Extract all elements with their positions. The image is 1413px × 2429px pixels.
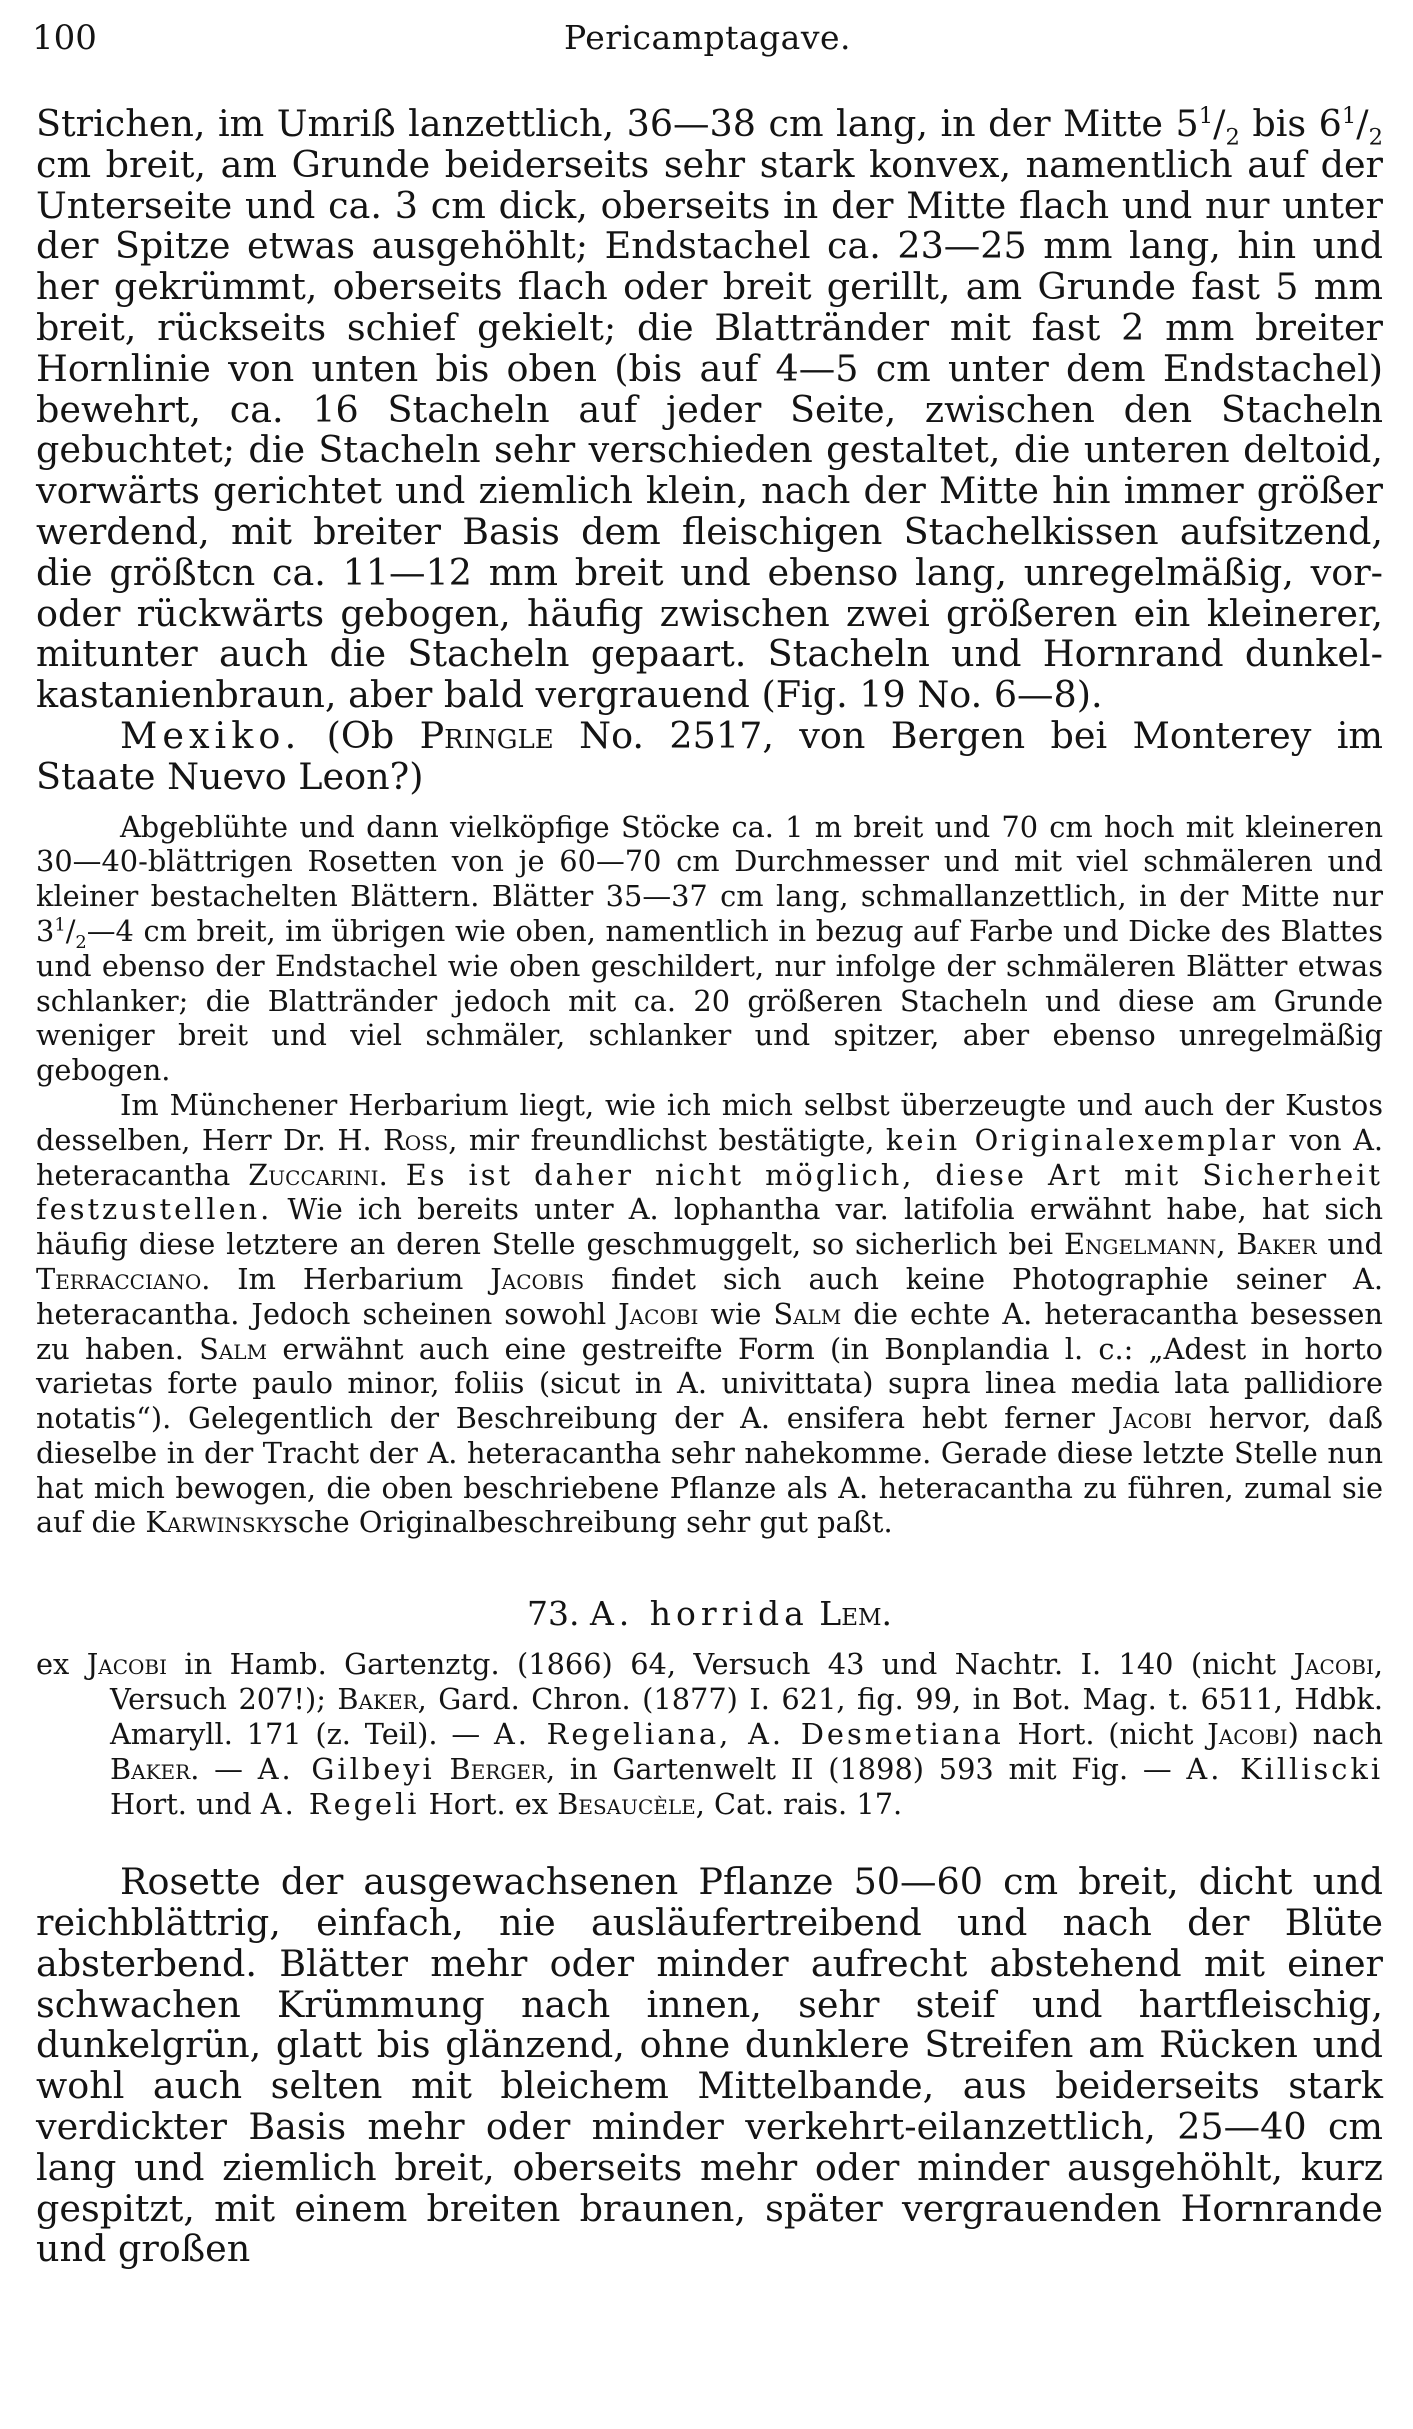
species-name: A. horrida (589, 1594, 809, 1634)
locality-paragraph: Mexiko. (Ob Pringle No. 2517, von Bergen bei Monterey im Staate Nuevo Leon?) (36, 713, 1384, 798)
running-title: Pericamptagave. (563, 18, 852, 57)
description-paragraph: Strichen, im Umriß lanzettlich, 36—38 cm lang, in der Mitte $5^1/_2$ bis $6^1/_2$ cm breit, am Grunde beiderseits sehr stark konvex, namentlich auf der Unterseite und ca. 3 cm dick, oberseits in der Mitte flach und nur unter der Spitze etwas ausgehöhlt; Endstachel ca. 23—25 mm lang, hin und her gekrümmt, oberseits flach oder breit gerillt, am Grunde fast 5 mm breit, rückseits schief gekielt; die Blattränder mit fast 2 mm breiter Hornlinie von unten bis oben (bis auf 4—5 cm unter dem Endstachel) bewehrt, ca. 16 Stacheln auf jeder Seite, zwischen den Stacheln gebuchtet; die Stacheln sehr verschieden gestaltet, die unteren deltoid, vorwärts gerichtet und ziemlich klein, nach der Mitte hin immer größer werdend, mit breiter Basis dem fleischigen Stachelkissen aufsitzend, die größtcn ca. 11—12 mm breit und ebenso lang, unregelmäßig, vor- oder rückwärts gebogen, häufig zwischen zwei größeren ein kleinerer, mitunter auch die Stacheln gepaart. Stacheln und Hornrand dunkel-kastanienbraun, aber bald vergrauend (Fig. 19 No. 6—8). (36, 102, 1384, 717)
rosette-description-paragraph: Rosette der ausgewachsenen Pflanze 50—60 cm breit, dicht und reichblättrig, einfach, nie ausläufertreibend und nach der Blüte absterbend. Blätter mehr oder minder aufrecht abstehend mit einer schwachen Krümmung nach innen, sehr steif und hartfleischig, dunkelgrün, glatt bis glänzend, ohne dunklere Streifen am Rücken und wohl auch selten mit bleichem Mittelbande, aus beiderseits stark verdickter Basis mehr oder minder verkehrt-eilanzettlich, 25—40 cm lang und ziemlich breit, oberseits mehr oder minder ausgehöhlt, kurz gespitzt, mit einem breiten braunen, später vergrauenden Hornrande und großen (36, 1860, 1383, 2271)
locality-country: Mexiko. (120, 713, 302, 757)
species-heading: 73. A. horrida Lem. (526, 1594, 893, 1634)
page-header (32, 18, 1383, 68)
note-paragraph-1: Abgeblühte und dann vielköpfige Stöcke ca. 1 m breit und 70 cm hoch mit kleineren 30—40-blättrigen Rosetten von je 60—70 cm Durchmesser und mit viel schmäleren und kleiner bestachelten Blättern. Blätter 35—37 cm lang, schmallanzettlich, in der Mitte nur $3^1/_2—4$ cm breit, im übrigen wie oben, namentlich in bezug auf Farbe und Dicke des Blattes und ebenso der Endstachel wie oben geschildert, nur infolge der schmäleren Blätter etwas schlanker; die Blattränder jedoch mit ca. 20 größeren Stacheln und diese am Grunde weniger breit und viel schmäler, schlanker und spitzer, aber ebenso unregelmäßig gebogen. (36, 809, 1383, 1088)
page-number: 100 (32, 18, 97, 58)
note-paragraph-2: Im Münchener Herbarium liegt, wie ich mich selbst überzeugte und auch der Kustos desselben, Herr Dr. H. Ross, mir freundlichst bestätigte, kein Originalexemplar von A. heteracantha Zuccarini. Es ist daher nicht möglich, diese Art mit Sicherheit festzustellen. Wie ich bereits unter A. lophantha var. latifolia erwähnt habe, hat sich häufig diese letztere an deren Stelle geschmuggelt, so sicherlich bei Engelmann, Baker und Terracciano. Im Herbarium Jacobis findet sich auch keine Photographie seiner A. heteracantha. Jedoch scheinen sowohl Jacobi wie Salm die echte A. heteracantha besessen zu haben. Salm erwähnt auch eine gestreifte Form (in Bonplandia l. c.: „Adest in horto varietas forte paulo minor, foliis (sicut in A. univittata) supra linea media lata pallidiore notatis“). Gelegentlich der Beschreibung der A. ensifera hebt ferner Jacobi hervor, daß dieselbe in der Tracht der A. heteracantha sehr nahekomme. Gerade diese letzte Stelle nun hat mich bewogen, die oben beschriebene Pflanze als A. heteracantha zu führen, zumal sie auf die Karwinskysche Originalbeschreibung sehr gut paßt. (36, 1087, 1384, 1540)
species-author: Lem. (819, 1594, 893, 1634)
main-text (36, 104, 1383, 2270)
synonymy-paragraph: ex Jacobi in Hamb. Gartenztg. (1866) 64, Versuch 43 und Nachtr. I. 140 (nicht Jacobi, Versuch 207!); Baker, Gard. Chron. (1877) I. 621, fig. 99, in Bot. Mag. t. 6511, Hdbk. Amaryll. 171 (z. Teil). — A. Regeliana, A. Desmetiana Hort. (nicht Jacobi) nach Baker. — A. Gilbeyi Berger, in Gartenwelt II (1898) 593 mit Fig. — A. Killiscki Hort. und A. Regeli Hort. ex Besaucèle, Cat. rais. 17. (36, 1647, 1384, 1822)
collector-name: Pringle (419, 713, 554, 757)
